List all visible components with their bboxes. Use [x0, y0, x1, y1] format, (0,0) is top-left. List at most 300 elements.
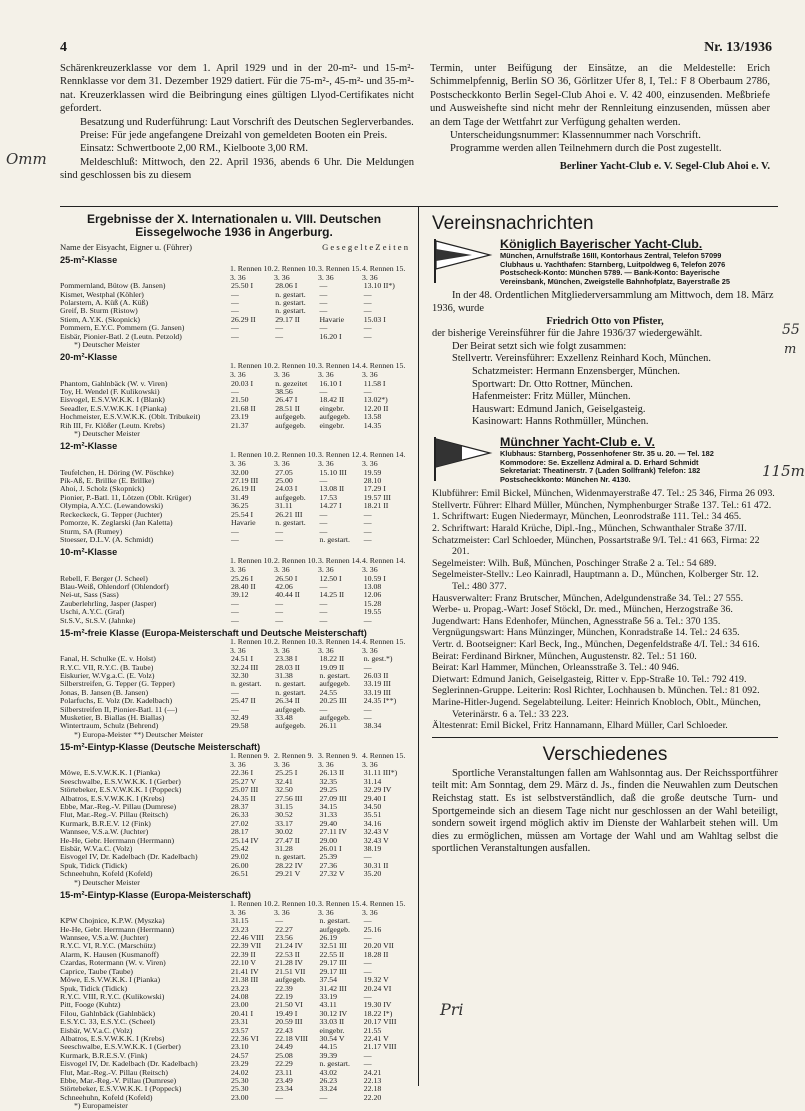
time-cell: 28.22 IV — [275, 860, 303, 870]
kbyc-body — [432, 290, 778, 429]
yacht-cell: Seeschwalbe, E.S.V.W.K.K. I (Gerber) — [60, 776, 181, 786]
time-cell: 22.19 — [275, 991, 293, 1001]
time-cell: 24.49 — [275, 1042, 293, 1052]
yacht-cell: Wannsee, V.S.a.W. (Juchter) — [60, 933, 149, 943]
time-cell: 33.24 — [319, 1084, 338, 1094]
kbyc-officer: Kasinowart: Hanns Rothmüller, München. — [472, 416, 649, 428]
time-cell: n. gestart. — [275, 306, 306, 316]
myc-address-line: Postscheckkonto: München Nr. 4130. — [500, 474, 631, 484]
time-cell: 22.10 V — [230, 958, 256, 968]
myc-officer: Schatzmeister: Carl Schloeder, München, Possartstraße 9/I. Tel.: 41 663, Firma: 22 201. — [432, 534, 760, 558]
yacht-cell: Eisvogel, E.S.V.W.K.K. I (Blank) — [60, 395, 165, 405]
class-title: 15-m²-freie Klasse (Europa-Meisterschaft und Deutsche Meisterschaft) — [60, 627, 367, 638]
time-cell: 24.03 I — [275, 484, 298, 494]
time-cell: — — [275, 1092, 284, 1102]
time-cell: 13.58 — [363, 412, 382, 422]
yacht-cell: He-He, Gebr. Herrmann (Herrmann) — [60, 835, 175, 845]
yacht-cell: Eiskurier, W.Vg.a.C. (E. Volz) — [60, 670, 155, 680]
time-cell: — — [230, 331, 239, 341]
time-cell: 33.19 III — [363, 679, 392, 689]
time-cell: 30.52 — [275, 810, 293, 820]
results-title: Ergebnisse der X. Internationalen u. VIII. Deutschen Eissegelwoche 1936 in Angerburg. — [86, 212, 382, 239]
yacht-cell: E.S.Y.C. 33, E.S.Y.C. (Scheel) — [60, 1017, 156, 1027]
time-cell: 29.17 III — [319, 966, 347, 976]
yacht-cell: Silberstreifen II, Pionier-Batl. 11 (—) — [60, 704, 178, 714]
time-cell: 22.53 II — [275, 949, 300, 959]
yacht-cell: Schneehuhn, Kofeld (Kofeld) — [60, 869, 153, 879]
time-cell: 35.51 — [363, 810, 382, 820]
time-cell: 21.50 — [230, 395, 249, 405]
class-title: 25-m²-Klasse — [60, 255, 118, 265]
race-heading: 3. Rennen 12. 3. 36 — [318, 450, 362, 469]
time-cell: n. gestart. — [319, 670, 350, 680]
time-cell: 23.38 I — [275, 654, 298, 664]
result-table — [60, 282, 408, 341]
yacht-cell: Toy, H. Wendel (F. Kulikowski) — [60, 387, 160, 397]
time-cell: — — [363, 526, 372, 536]
time-cell: 22.41 V — [363, 1033, 389, 1043]
result-table — [60, 469, 408, 545]
time-cell: 30.12 IV — [319, 1008, 348, 1018]
time-cell: 10.59 I — [363, 573, 386, 583]
myc-officer: Ältestenrat: Emil Bickel, Fritz Hannamann, Elhard Müller, Carl Schloeder. — [432, 720, 728, 732]
kbyc-officer: Hafenmeister: Fritz Müller, München. — [472, 391, 631, 403]
time-cell: 32.29 IV — [363, 785, 392, 795]
myc-officer: Jugendwart: Hans Edenhofer, München, Agnesstraße 56 a. Tel.: 370 135. — [432, 615, 721, 627]
time-cell: eingebr. — [319, 403, 345, 413]
time-cell: 25.08 — [275, 1050, 293, 1060]
time-cell: 21.68 II — [230, 403, 256, 413]
time-cell: 23.34 — [275, 1084, 293, 1094]
time-cell: aufgegeb. — [275, 704, 306, 714]
yacht-cell: Stiem, A.Y.K. (Skopnick) — [60, 314, 140, 324]
time-cell: n. gestart. — [319, 534, 350, 544]
yacht-cell: Polarfuchs, E. Volz (Dr. Kadelbach) — [60, 696, 173, 706]
handwritten-note-left: Omm — [6, 150, 47, 168]
race-heading: 2. Rennen 10. 3. 36 — [274, 636, 318, 655]
race-header — [60, 362, 408, 379]
time-cell: 29.17 III — [319, 958, 347, 968]
time-cell: — — [230, 598, 239, 608]
time-cell: 17.29 I — [363, 484, 386, 494]
time-cell: — — [363, 289, 372, 299]
result-class — [60, 352, 408, 438]
race-heading: 2. Rennen 10. 3. 36 — [274, 556, 318, 574]
time-cell: 31.14 — [363, 776, 382, 786]
time-cell: 25.16 — [363, 924, 382, 934]
intro-right-column — [430, 62, 770, 173]
time-cell: 31.11 — [275, 501, 293, 511]
kbyc-title: Königlich Bayerischer Yacht-Club. — [500, 237, 703, 251]
time-cell: 32.43 V — [363, 827, 389, 837]
time-cell: 19.55 — [363, 607, 382, 617]
yacht-cell: Zauberlehrling, Jasper (Jasper) — [60, 598, 157, 608]
time-cell: — — [363, 615, 372, 625]
kbyc-paragraph: In der 48. Ordentlichen Mitgliederversammlung am Mittwoch, dem 18. März 1936, wurde — [432, 290, 774, 314]
race-heading: 1. Rennen 10. 3. 36 — [230, 636, 274, 655]
time-cell: 27.56 III — [275, 793, 303, 803]
myc-officer: 1. Schriftwart: Eugen Niedermayr, München, Leonrodstraße 111. Tel.: 34 465. — [432, 511, 742, 523]
time-cell: 24.35 II — [230, 793, 256, 803]
yacht-cell: Wannsee, V.S.a.W. (Juchter) — [60, 827, 149, 837]
time-cell: aufgegeb. — [275, 721, 306, 731]
time-cell: — — [319, 281, 328, 291]
yacht-cell: Sturm, SA (Rumey) — [60, 526, 123, 536]
time-cell: 32.35 — [319, 776, 338, 786]
kbyc-address-line: München, Arnulfstraße 16III, Kontorhaus Zentral, Telefon 57099 — [500, 251, 722, 260]
handwritten-note-right: 55 — [782, 322, 800, 338]
time-cell: — — [363, 852, 372, 862]
race-heading: 2. Rennen 10. 3. 36 — [274, 899, 318, 917]
time-cell: 35.20 — [363, 869, 382, 879]
yacht-cell: Pommern, E.Y.C. Pommern (G. Jansen) — [60, 323, 185, 333]
time-cell: — — [319, 387, 328, 397]
time-cell: 21.55 — [363, 1025, 382, 1035]
results-classes — [60, 255, 408, 1111]
time-cell: 27.32 V — [319, 869, 345, 879]
time-cell: 12.50 I — [319, 573, 342, 583]
race-header-spacer — [60, 752, 230, 769]
result-class — [60, 890, 408, 1111]
time-cell: — — [319, 289, 328, 299]
yacht-cell: Spuk, Tidick (Tidick) — [60, 860, 128, 870]
kbyc-officer: Stellvertr. Vereinsführer: Exzellenz Reinhard Koch, München. — [452, 353, 711, 365]
race-heading: 3. Rennen 15. 3. 36 — [318, 899, 362, 917]
time-cell: 18.28 II — [363, 949, 389, 959]
club-pennant-icon — [432, 237, 494, 283]
time-cell: 31.42 III — [319, 983, 347, 993]
time-cell: 22.55 II — [319, 949, 345, 959]
time-cell: 24.51 I — [230, 654, 254, 664]
time-cell: 23.11 — [275, 1067, 293, 1077]
time-cell: eingebr. — [319, 420, 345, 430]
time-cell: — — [363, 306, 372, 316]
time-cell: — — [363, 298, 372, 307]
time-cell: 12.06 — [363, 590, 382, 600]
yacht-cell: Kurmark, B.R.E.S.V. (Fink) — [60, 1050, 148, 1060]
time-cell: — — [319, 1092, 328, 1102]
time-cell: aufgegeb. — [319, 412, 350, 422]
time-cell: — — [230, 306, 239, 316]
verschiedenes-section — [432, 744, 778, 856]
time-cell: 20.41 I — [230, 1008, 254, 1018]
time-cell: — — [363, 387, 372, 397]
time-cell: — — [363, 704, 372, 714]
myc-address-line: Klubhaus: Starnberg, Possenhofener Str. 35 u. 20. — Tel. 182 — [500, 448, 714, 458]
time-cell: 14.35 — [363, 420, 382, 430]
time-cell: 29.00 — [319, 835, 338, 845]
time-cell: 23.00 — [230, 1092, 249, 1102]
time-cell: 19.30 IV — [363, 1000, 392, 1010]
myc-officer: Vertr. d. Bootseigner: Karl Beck, Ing., München, Degenfeldstraße 4/I. Tel.: 34 616. — [432, 639, 760, 650]
time-cell: — — [363, 991, 372, 1001]
page-number: 4 — [60, 40, 67, 55]
time-cell: — — [319, 509, 328, 519]
time-cell: n. gestart. — [275, 852, 306, 862]
right-column — [432, 213, 778, 856]
time-cell: n. gestart. — [275, 518, 306, 528]
time-cell: 22.18 — [363, 1084, 382, 1094]
time-cell: 26.33 — [230, 810, 249, 820]
time-cell: 32.41 — [275, 776, 293, 786]
class-title: 15-m²-Eintyp-Klasse (Europa-Meisterschaft) — [60, 890, 251, 901]
time-cell: 34.16 — [363, 818, 382, 828]
time-cell: 20.03 I — [230, 378, 254, 388]
time-cell: 32.24 III — [230, 662, 259, 672]
time-cell: — — [363, 323, 372, 333]
time-cell: 26.50 I — [275, 573, 298, 583]
time-cell: 28.03 II — [275, 662, 300, 672]
myc-officer: Beirat: Ferdinand Birkner, München, Augustenstr. 82. Tel.: 51 160. — [432, 650, 697, 662]
time-cell: 38.19 — [363, 844, 382, 854]
yacht-cell: Czardas, Rotermann (W. v. Viren) — [60, 958, 166, 968]
myc-officers — [432, 488, 778, 731]
yacht-cell: Pionier, P.-Batl. 11, Lötzen (Oblt. Krüger) — [60, 492, 192, 502]
yacht-cell: St.S.V., St.S.V. (Jahnke) — [60, 615, 136, 625]
yacht-cell: Olympia, A.Y.C. (Lewandowski) — [60, 501, 163, 511]
myc-officer: Marine-Hitler-Jugend. Segelabteilung. Leiter: Heinrich Knobloch, Oblt., München, Veterinärstr. 6 a. Tel.: 33 223. — [432, 696, 761, 720]
yacht-cell: Stoesser, D.L.V. (A. Schmidt) — [60, 534, 154, 544]
kbyc-officer: Sportwart: Dr. Otto Rottner, München. — [472, 378, 633, 390]
time-cell: 25.07 III — [230, 785, 259, 795]
time-cell: 23.56 — [275, 933, 293, 943]
myc-officer: Dietwart: Edmund Janich, Geiselgasteig, Ritter v. Epp-Straße 10. Tel.: 792 419. — [432, 673, 747, 685]
yacht-cell: Eisvogel IV, Dr. Kadelbach (Dr. Kadelbach) — [60, 1059, 198, 1069]
time-cell: 28.37 — [230, 802, 249, 811]
time-cell: 25.27 V — [230, 776, 256, 786]
result-class — [60, 742, 408, 887]
time-cell: 27.47 II — [275, 835, 300, 845]
time-cell: 26.47 I — [275, 395, 298, 405]
time-cell: 31.15 — [230, 916, 249, 926]
yacht-cell: Alarm, K. Hausen (Kusmanoff) — [60, 949, 159, 959]
page-header — [60, 40, 772, 58]
result-table — [60, 769, 408, 878]
time-cell: 25.39 — [319, 852, 338, 862]
yacht-cell: Pomorze, K. Zeglarski (Jan Kaletta) — [60, 518, 173, 528]
time-cell: 23.10 — [230, 1042, 249, 1052]
time-cell: 40.44 II — [275, 590, 300, 600]
time-cell: 27.11 IV — [319, 827, 347, 837]
time-cell: — — [230, 607, 239, 617]
kbyc-leader-name: Friedrich Otto von Pfister, — [546, 315, 664, 327]
time-cell: 13.08 — [363, 581, 382, 591]
time-cell: 23.00 — [230, 1000, 249, 1010]
race-heading: 3. Rennen 9. 3. 36 — [318, 751, 358, 769]
time-cell: 22.39 II — [230, 949, 256, 959]
yacht-cell: R.Y.C. VII, R.Y.C. (B. Taube) — [60, 662, 154, 672]
time-cell: 18.22 I*) — [363, 1008, 393, 1018]
class-footnote: *) Deutscher Meister — [74, 877, 140, 887]
time-cell: — — [363, 933, 372, 943]
time-cell: — — [363, 966, 372, 976]
yacht-cell: Polarstern, A. Küß (A. Küß) — [60, 298, 149, 307]
yacht-cell: Kurmark, B.R.E.V. 12 (Fink) — [60, 818, 151, 828]
time-cell: 31.49 — [230, 492, 249, 502]
time-cell: n. gestart. — [319, 1059, 350, 1069]
myc-header — [432, 435, 778, 484]
time-cell: — — [275, 916, 284, 926]
time-cell: 29.40 I — [363, 793, 386, 803]
time-cell: 18.22 II — [319, 654, 345, 664]
race-heading: 4. Rennen 14. 3. 36 — [362, 556, 406, 574]
time-cell: — — [319, 615, 328, 625]
kbyc-officer: Schatzmeister: Hermann Enzensberger, München. — [472, 365, 680, 377]
yacht-cell: Jonas, B. Jansen (B. Jansen) — [60, 687, 149, 697]
handwritten-note-right: m — [784, 342, 797, 357]
time-cell: 19.59 — [363, 467, 382, 477]
race-heading: 3. Rennen 14. 3. 36 — [318, 556, 362, 574]
time-cell: 43.02 — [319, 1067, 338, 1077]
myc-officer: Stellvertr. Führer: Elhard Müller, München, Nymphenburger Straße 137. Tel.: 61 472. — [432, 499, 772, 511]
time-cell: — — [230, 298, 239, 307]
time-cell: 22.29 — [275, 1059, 293, 1069]
time-cell: 24.55 — [319, 687, 338, 697]
race-heading: 2. Rennen 10. 3. 36 — [274, 450, 318, 469]
race-heading: 1. Rennen 10. 3. 36 — [230, 361, 274, 380]
time-cell: 27.09 III — [319, 793, 347, 803]
time-cell: 19.49 I — [275, 1008, 298, 1018]
time-cell: 21.37 — [230, 420, 249, 430]
yacht-cell: Silberstreifen, G. Tepper (G. Tepper) — [60, 679, 175, 689]
kbyc-address-line: Vereinsbank, München, Zweigstelle Bahnhofplatz, Bayerstraße 25 — [500, 276, 730, 286]
time-cell: 19.32 V — [363, 975, 389, 985]
yacht-cell: R.Y.C. VI, R.Y.C. (Marschütz) — [60, 941, 156, 951]
time-cell: n. gestart. — [319, 916, 350, 926]
yacht-cell: Wintertraum, Schulz (Behrend) — [60, 721, 159, 731]
time-cell: — — [230, 534, 239, 544]
time-cell: 23.57 — [230, 1025, 249, 1035]
time-cell: 23.29 — [230, 1059, 249, 1069]
yacht-cell: Albatros, E.S.V.W.K.K. I (Krebs) — [60, 1033, 165, 1043]
kbyc-paragraph: der bisherige Vereinsführer für die Jahre 1936/37 wiedergewählt. — [432, 328, 703, 340]
time-cell: aufgegeb. — [319, 679, 350, 689]
time-cell: 33.48 — [275, 712, 293, 722]
time-cell: 39.12 — [230, 590, 249, 600]
issue-number: Nr. 13/1936 — [704, 40, 772, 55]
time-cell: 30.31 II — [363, 860, 389, 870]
yacht-cell: Blau-Weiß, Ohlendorf (Ohlendorf) — [60, 581, 169, 591]
time-cell: 22.36 VI — [230, 1033, 259, 1043]
time-cell: — — [363, 958, 372, 968]
time-cell: 14.27 I — [319, 501, 342, 511]
time-cell: 24.08 — [230, 991, 249, 1001]
race-heading: 3. Rennen 14. 3. 36 — [318, 361, 362, 380]
time-cell: 21.28 IV — [275, 958, 303, 968]
myc-officer: Segelmeister-Stellv.: Leo Kainradl, Hauptmann a. D., München, Kolberger Str. 12. Tel.: 480 377. — [432, 569, 759, 593]
myc-title: Münchner Yacht-Club e. V. — [500, 434, 655, 449]
time-cell: 39.39 — [319, 1050, 338, 1060]
race-heading: 4. Rennen 15. 3. 36 — [362, 751, 406, 769]
result-class — [60, 441, 408, 544]
time-cell: 24.35 I**) — [363, 696, 397, 706]
race-heading: 4. Rennen 15. 3. 36 — [362, 361, 406, 380]
time-cell: 32.43 V — [363, 835, 389, 845]
time-cell: aufgegeb. — [275, 420, 306, 430]
time-cell: Havarie — [319, 314, 345, 324]
time-cell: 30.02 — [275, 827, 293, 837]
time-cell: 31.33 — [319, 810, 338, 820]
time-cell: — — [230, 526, 239, 536]
myc-officer: Klubführer: Emil Bickel, München, Widenmayerstraße 47. Tel.: 25 346, Firma 26 093. — [432, 488, 775, 500]
yacht-cell: Kismet, Westphal (Köhler) — [60, 289, 144, 299]
yacht-cell: Seeadler, E.S.V.W.K.K. I (Pianka) — [60, 403, 167, 413]
time-cell: 15.10 III — [319, 467, 347, 477]
race-header-spacer — [60, 362, 230, 379]
time-cell: — — [230, 387, 239, 397]
yacht-cell: Schneehuhn, Kofeld (Kofeld) — [60, 1092, 153, 1102]
intro-paragraph: Einsatz: Schwertboote 2,00 RM., Kielboote 3,00 RM. — [80, 143, 309, 155]
result-class — [60, 628, 408, 739]
time-cell: 25.30 — [230, 1075, 249, 1085]
time-cell: 28.51 II — [275, 403, 300, 413]
race-heading: 2. Rennen 10. 3. 36 — [274, 264, 318, 282]
yacht-cell: Möwe, E.S.V.W.K.K. I (Pianka) — [60, 768, 161, 778]
myc-address-line: Kommodore: Se. Exzellenz Admiral a. D. Erhard Schmidt — [500, 457, 699, 467]
race-header-spacer — [60, 451, 230, 468]
time-cell: 33.19 III — [363, 687, 392, 697]
yacht-cell: Albatros, E.S.V.W.K.K. I (Krebs) — [60, 793, 165, 803]
kbyc-officer: Hauswart: Edmund Janich, Geiselgasteig. — [472, 403, 646, 415]
time-cell: 26.19 — [319, 933, 338, 943]
time-cell: — — [319, 306, 328, 316]
time-cell: 22.36 I — [230, 768, 254, 778]
time-cell: 23.23 — [230, 983, 249, 993]
time-cell: — — [230, 289, 239, 299]
race-header-spacer — [60, 265, 230, 282]
race-header — [60, 638, 408, 655]
myc-officer: Werbe- u. Propag.-Wart: Josef Stöckl, Dr. med., München, Herzogstraße 36. — [432, 604, 733, 616]
myc-officer: Hausverwalter: Franz Brutscher, München, Adelgundenstraße 34. Tel.: 27 555. — [432, 592, 744, 604]
time-cell: 22.18 VIII — [275, 1033, 308, 1043]
time-cell: 22.27 — [275, 924, 293, 934]
column-divider — [418, 206, 419, 1086]
race-heading: 4. Rennen 15. 3. 36 — [362, 264, 406, 282]
time-cell: 25.26 I — [230, 573, 254, 583]
time-cell: — — [363, 1050, 372, 1060]
myc-officer: Beirat: Karl Hammer, München, Orleansstraße 3. Tel.: 40 946. — [432, 662, 679, 674]
yacht-cell: Ahoi, J. Scholz (Skopnick) — [60, 484, 145, 494]
intro-paragraph: Meldeschluß: Mittwoch, den 22. April 1936, abends 6 Uhr. Die Meldungen sind geschlossen bis zu diesem — [60, 156, 414, 182]
race-header — [60, 557, 408, 574]
intro-paragraph: Preise: Für jede angefangene Dreizahl von gemeldeten Booten ein Preis. — [80, 130, 388, 142]
intro-signature: Berliner Yacht-Club e. V. Segel-Club Ahoi e. V. — [559, 160, 770, 172]
time-cell: — — [363, 916, 372, 926]
time-cell: — — [363, 509, 372, 519]
yacht-cell: Ebbe, Mar.-Reg.-V. Pillau (Dumrese) — [60, 1075, 177, 1085]
time-cell: 26.11 — [319, 721, 337, 731]
time-cell: — — [319, 598, 328, 608]
time-cell: — — [319, 476, 328, 486]
time-cell: — — [230, 615, 239, 625]
time-cell: n. gezeitet — [275, 378, 308, 388]
section-divider — [60, 206, 778, 207]
time-cell: — — [275, 534, 284, 544]
yacht-cell: He-He, Gebr. Herrmann (Herrmann) — [60, 924, 175, 934]
myc-officer: 2. Schriftwart: Harald Krüche, Dipl.-Ing., München, Schwanthaler Straße 37/II. — [432, 523, 747, 535]
yacht-cell: Nei-ut, Sass (Sass) — [60, 590, 119, 600]
race-heading: 4. Rennen 14. 3. 36 — [362, 450, 406, 469]
race-heading: 4. Rennen 15. 3. 36 — [362, 899, 406, 917]
yacht-cell: Eisbär, Pionier-Batl. 2 (Leutn. Petzold) — [60, 331, 182, 341]
race-header — [60, 265, 408, 282]
race-header-spacer — [60, 557, 230, 574]
time-cell: 30.54 V — [319, 1033, 345, 1043]
time-cell: 31.11 III*) — [363, 768, 398, 778]
time-cell: 13.08 II — [319, 484, 345, 494]
yacht-cell: Musketier, B. Biallas (H. Biallas) — [60, 712, 165, 722]
time-cell: 27.02 — [230, 818, 249, 828]
